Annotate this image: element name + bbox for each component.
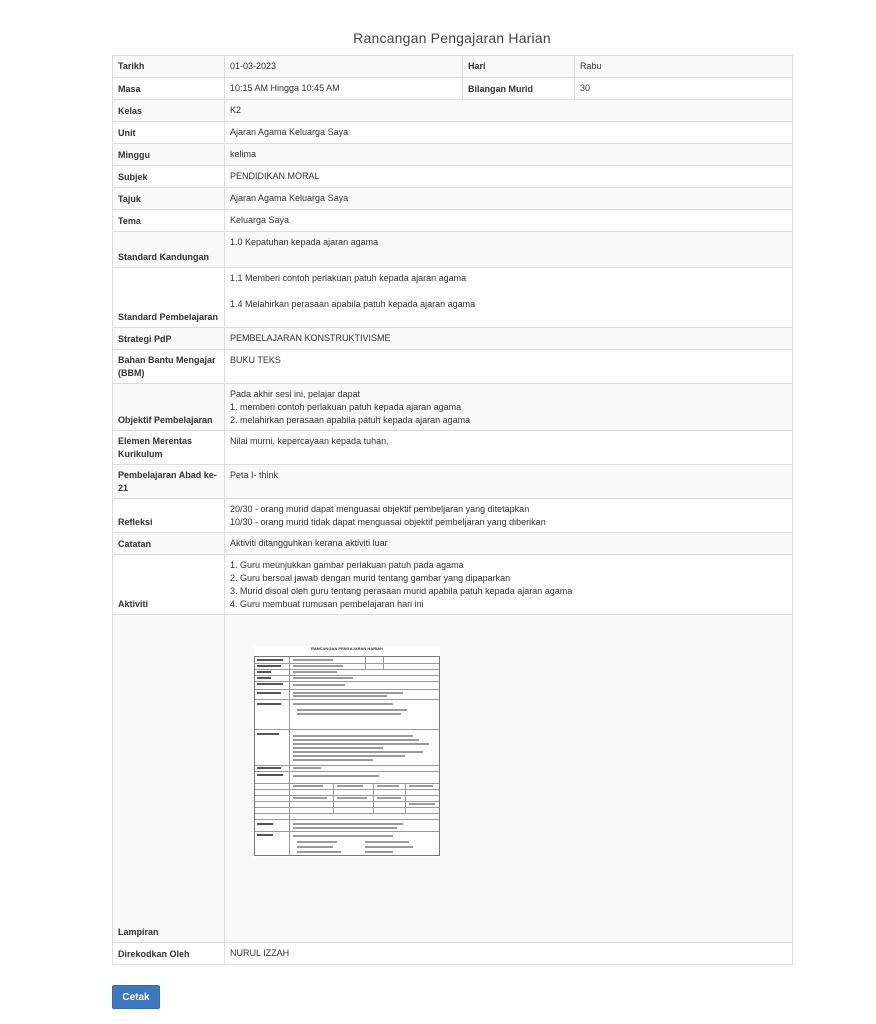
row-standard-kandungan <box>113 232 793 268</box>
value-strategi: PEMBELAJARAN KONSTRUKTIVISME <box>225 328 793 350</box>
label-tarikh: Tarikh <box>113 56 225 78</box>
ref-line-2: 10/30 - orang murid tidak dapat menguasai objektif pembeljaran yang diberikan <box>230 517 546 527</box>
label-strategi: Strategi PdP <box>113 328 225 350</box>
row-subjek <box>113 166 793 188</box>
label-standard-pembelajaran: Standard Pembelajaran <box>113 268 225 328</box>
row-aktiviti <box>113 555 793 615</box>
label-lampiran: Lampiran <box>113 615 225 943</box>
label-tajuk: Tajuk <box>113 188 225 210</box>
attachment-image[interactable] <box>254 646 440 858</box>
label-tema: Tema <box>113 210 225 232</box>
row-unit <box>113 122 793 144</box>
label-masa: Masa <box>113 78 225 100</box>
value-kelas: K2 <box>225 100 793 122</box>
value-masa: 10:15 AM Hingga 10:45 AM <box>225 78 463 100</box>
attachment-title: RANCANGAN PENGAJARAN HARIAN <box>310 646 383 651</box>
attachment-doc-frame <box>254 656 440 856</box>
value-subjek: PENDIDIKAN MORAL <box>225 166 793 188</box>
akt-line-2: 2. Guru bersoal jawab dengan murid tentang gambar yang dipaparkan <box>230 573 511 583</box>
value-standard-kandungan: 1.0 Kepatuhan kepada ajaran agama <box>225 232 793 268</box>
obj-line-1: Pada akhir sesi ini, pelajar dapat <box>230 389 361 399</box>
akt-line-4: 4. Guru membuat rumusan pembelajaran hari ini <box>230 599 424 609</box>
label-standard-kandungan: Standard Kandungan <box>113 232 225 268</box>
label-hari: Hari <box>463 56 575 78</box>
value-minggu: kelima <box>225 144 793 166</box>
obj-line-3: 2. melahirkan perasaan apabila patuh kepada ajaran agama <box>230 415 471 425</box>
print-button[interactable]: Cetak <box>112 985 160 1009</box>
label-kelas: Kelas <box>113 100 225 122</box>
value-pak21: Peta I- think <box>225 465 793 499</box>
value-standard-pembelajaran <box>225 268 793 328</box>
value-unit: Ajaran Agama Keluarga Saya <box>225 122 793 144</box>
akt-line-1: 1. Guru meunjukkan gambar perlakuan patuh pada agama <box>230 560 464 570</box>
row-pak21 <box>113 465 793 499</box>
value-catatan: Aktiviti ditangguhkan kerana aktiviti luar <box>225 533 793 555</box>
value-hari: Rabu <box>575 56 793 78</box>
page-title: Rancangan Pengajaran Harian <box>353 30 551 46</box>
label-aktiviti: Aktiviti <box>113 555 225 615</box>
label-catatan: Catatan <box>113 533 225 555</box>
label-subjek: Subjek <box>113 166 225 188</box>
value-objektif <box>225 384 793 431</box>
label-minggu: Minggu <box>113 144 225 166</box>
row-refleksi <box>113 499 793 533</box>
obj-line-2: 1. memberi contoh perlakuan patuh kepada ajaran agama <box>230 402 462 412</box>
row-standard-pembelajaran <box>113 268 793 328</box>
value-tema: Keluarga Saya <box>225 210 793 232</box>
row-direkodkan <box>113 943 793 965</box>
row-strategi <box>113 328 793 350</box>
row-bbm <box>113 350 793 384</box>
row-tarikh <box>113 56 793 78</box>
row-minggu <box>113 144 793 166</box>
value-bbm: BUKU TEKS <box>225 350 793 384</box>
row-lampiran <box>113 615 793 943</box>
label-objektif: Objektif Pembelajaran <box>113 384 225 431</box>
akt-line-3: 3. Murid disoal oleh guru tentang perasaan murid apabila patuh kepada ajaran agama <box>230 586 573 596</box>
row-kelas <box>113 100 793 122</box>
row-tema <box>113 210 793 232</box>
label-refleksi: Refleksi <box>113 499 225 533</box>
value-tarikh: 01-03-2023 <box>225 56 463 78</box>
value-bilangan-murid: 30 <box>575 78 793 100</box>
ref-line-1: 20/30 - orang murid dapat menguasai objektif pembeljaran yang ditetapkan <box>230 504 530 514</box>
row-masa <box>113 78 793 100</box>
label-pak21: Pembelajaran Abad ke-21 <box>113 465 225 499</box>
label-unit: Unit <box>113 122 225 144</box>
row-catatan <box>113 533 793 555</box>
value-direkodkan: NURUL IZZAH <box>225 943 793 965</box>
lesson-plan-table <box>112 55 793 965</box>
value-tajuk: Ajaran Agama Keluarga Saya <box>225 188 793 210</box>
sp-line-2: 1.4 Melahirkan perasaan apabila patuh kepada ajaran agama <box>230 299 476 309</box>
row-emk <box>113 431 793 465</box>
row-objektif <box>113 384 793 431</box>
label-bbm: Bahan Bantu Mengajar (BBM) <box>113 350 225 384</box>
value-emk: Nilai murni, kepercayaan kepada tuhan, <box>225 431 793 465</box>
value-aktiviti <box>225 555 793 615</box>
label-bilangan-murid: Bilangan Murid <box>463 78 575 100</box>
sp-line-1: 1.1 Memberi contoh perlakuan patuh kepada ajaran agama <box>230 273 467 283</box>
label-emk: Elemen Merentas Kurikulum <box>113 431 225 465</box>
row-tajuk <box>113 188 793 210</box>
label-direkodkan: Direkodkan Oleh <box>113 943 225 965</box>
value-refleksi <box>225 499 793 533</box>
